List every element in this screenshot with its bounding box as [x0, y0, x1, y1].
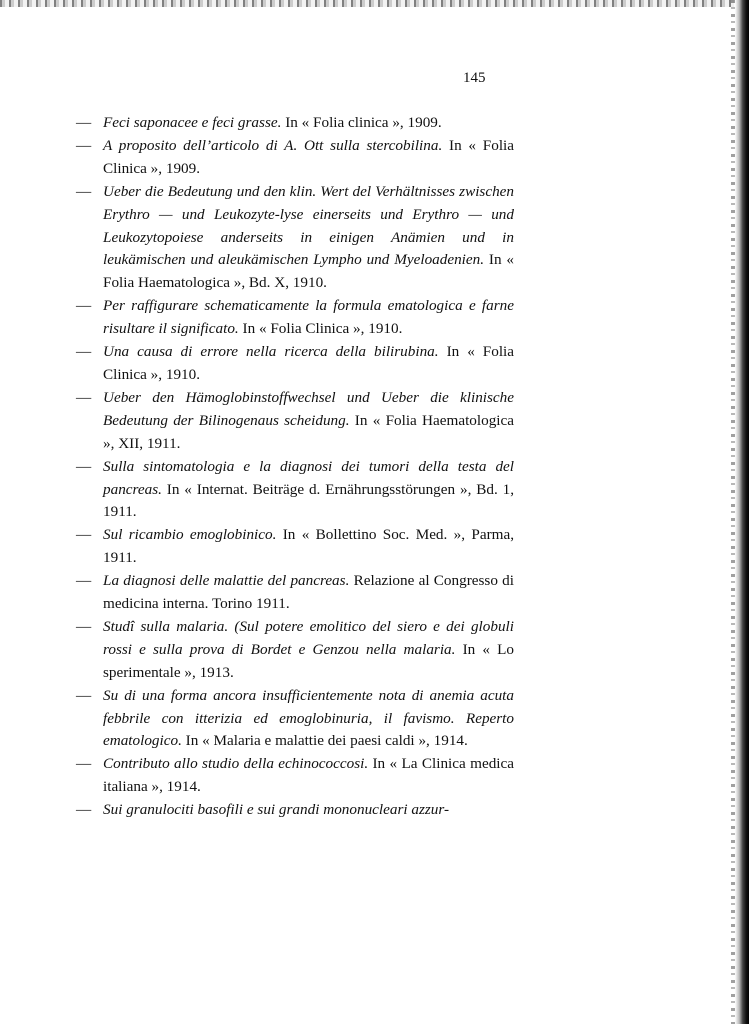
- entry-title: Per raffigurare schematicamente la formula ematologica e farne risultare il significato.: [103, 297, 514, 338]
- scan-top-edge: [0, 0, 749, 7]
- entry-dash: —: [76, 343, 92, 361]
- entry-dash: —: [76, 388, 92, 406]
- entry-title: Studî sulla malaria. (Sul potere emolitico del siero e dei globuli rossi e sulla prova di Bordet e Genzou nella malaria.: [103, 617, 514, 658]
- bibliography-entry: [76, 181, 514, 296]
- bibliography-entry: [76, 753, 514, 799]
- entry-source: Relazione al Congresso di medicina interna. Torino 1911.: [103, 572, 514, 613]
- bibliography-entry: [76, 616, 514, 685]
- entry-dash: —: [76, 572, 92, 590]
- entry-dash: —: [76, 526, 92, 544]
- entry-title: Ueber die Bedeutung und den klin. Wert del Verhältnisses zwischen Erythro — und Leukozyte-lyse einerseits und Erythro — und Leukozytopoiese anderseits in einigen Anämien und in leukämischen und aleukämischen Lympho und Myeloadenien.: [103, 182, 514, 269]
- entry-title: Sul ricambio emoglobinico.: [103, 526, 277, 544]
- entry-source: In « Malaria e malattie dei paesi caldi », 1914.: [181, 732, 468, 750]
- entry-dash: —: [76, 182, 92, 200]
- entry-source: In « Folia Clinica », 1910.: [103, 343, 515, 383]
- entry-dash: —: [76, 801, 92, 819]
- bibliography-entry: [76, 387, 514, 456]
- entry-title: Ueber den Hämoglobinstoffwechsel und Ueber die klinische Bedeutung der Bilinogenaus scheidung.: [103, 388, 514, 429]
- entry-title: Sui granulociti basofili e sui grandi mononucleari azzur-: [103, 801, 450, 819]
- entry-source: In « Folia clinica », 1909.: [281, 114, 442, 131]
- entry-dash: —: [76, 114, 92, 131]
- bibliography-entry: [76, 295, 514, 341]
- bibliography-entry: [76, 112, 514, 135]
- entry-dash: —: [76, 686, 92, 704]
- bibliography-entry: [76, 524, 514, 570]
- page-number: 145: [463, 70, 486, 86]
- bibliography-entry: [76, 799, 514, 822]
- entry-title: Contributo allo studio della echinococcosi.: [103, 755, 369, 773]
- entry-title: Feci saponacee e feci grasse.: [103, 114, 282, 131]
- entry-source: In « Bollettino Soc. Med. », Parma, 1911.: [103, 526, 514, 567]
- scan-right-edge: [735, 0, 749, 1024]
- entry-dash: —: [76, 617, 92, 635]
- bibliography-entry: [76, 456, 514, 525]
- bibliography-entry: [76, 570, 514, 616]
- entry-title: La diagnosi delle malattie del pancreas.: [103, 572, 350, 590]
- entry-dash: —: [76, 457, 92, 475]
- entry-source: In « Folia Haematologica », XII, 1911.: [103, 411, 514, 452]
- entry-title: A proposito dell’articolo di A. Ott sulla stercobilina.: [103, 136, 443, 154]
- entry-source: In « Lo sperimentale », 1913.: [103, 640, 514, 681]
- entry-source: In « Folia Clinica », 1909.: [103, 136, 515, 177]
- entry-dash: —: [76, 136, 92, 154]
- bibliography-entry: [76, 341, 514, 387]
- entry-source: In « Folia Clinica », 1910.: [238, 320, 403, 338]
- bibliography-entry: [76, 135, 514, 181]
- bibliography-entry: [76, 685, 514, 754]
- entry-dash: —: [76, 755, 92, 773]
- bibliography-list: [76, 112, 514, 822]
- entry-source: In « Folia Haematologica », Bd. X, 1910.: [103, 251, 514, 292]
- entry-source: In « Internat. Beiträge d. Ernährungsstörungen », Bd. 1, 1911.: [103, 480, 514, 521]
- entry-title: Una causa di errore nella ricerca della bilirubina.: [103, 343, 439, 361]
- entry-title: Sulla sintomatologia e la diagnosi dei tumori della testa del pancreas.: [103, 457, 514, 498]
- entry-dash: —: [76, 297, 92, 315]
- entry-source: In « La Clinica medica italiana », 1914.: [103, 755, 514, 796]
- entry-title: Su di una forma ancora insufficientemente nota di anemia acuta febbrile con itterizia ed emoglobinuria, il favismo. Reperto ematologico.: [103, 686, 514, 750]
